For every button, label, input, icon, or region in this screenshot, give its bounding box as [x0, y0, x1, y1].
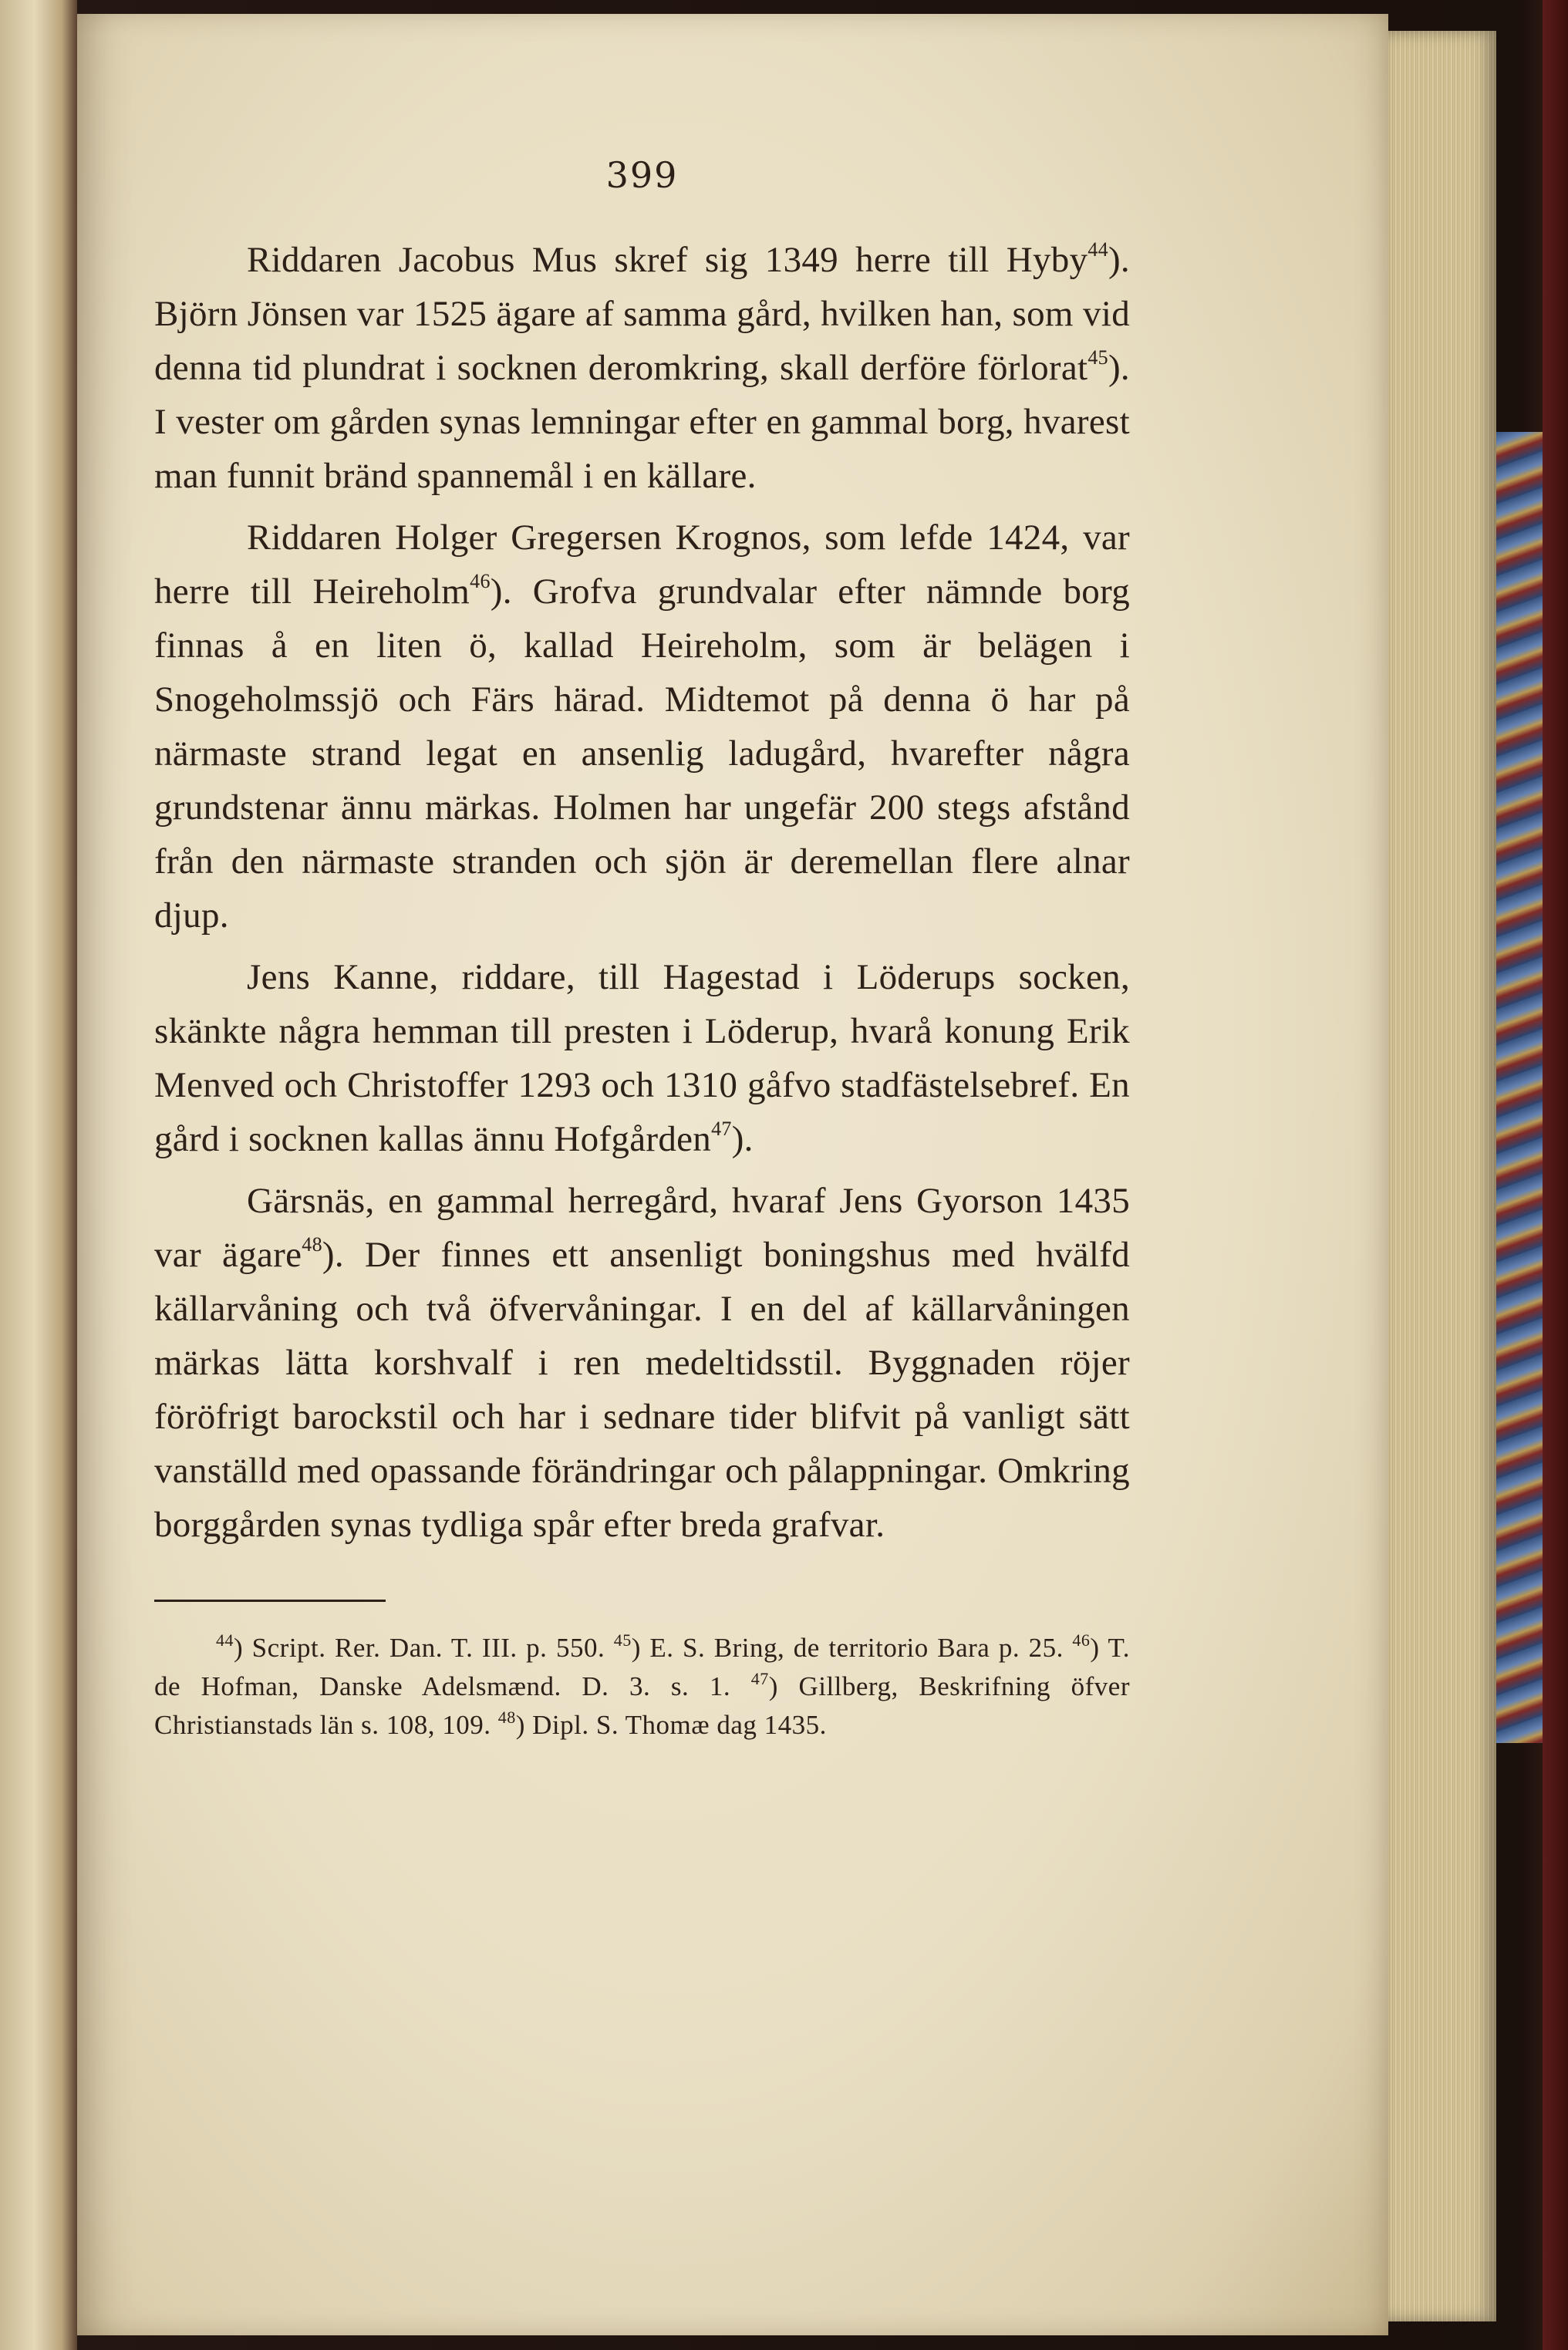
paragraph: [154, 950, 1130, 1166]
footnote-marker: 46: [470, 570, 491, 592]
book-cover: [1543, 0, 1568, 2350]
footnote-divider: [154, 1600, 386, 1602]
footnote-marker: 48: [497, 1708, 516, 1727]
text-run: ) T. de Hofman, Danske Adelsmænd. D. 3. s. 1.: [154, 1633, 1130, 1701]
paragraph: [154, 233, 1130, 503]
text-run: Riddaren Holger Gregersen Krognos, som lefde 1424, var herre till Heireholm: [154, 518, 1130, 612]
page-number: 399: [605, 154, 679, 196]
text-run: ). Björn Jönsen var 1525 ägare af samma gård, hvilken han, som vid denna tid plundrat i socknen deromkring, skall derföre förlorat: [154, 240, 1130, 388]
paragraph: [154, 1174, 1130, 1552]
footnotes: [154, 1629, 1130, 1745]
left-page-edge: [0, 0, 77, 2350]
text-run: ).: [731, 1119, 754, 1159]
footnote-marker: 44: [1087, 238, 1108, 261]
text-run: ). I vester om gården synas lemningar efter en gammal borg, hvarest man funnit bränd spannemål i en källare.: [154, 348, 1130, 496]
footnote-marker: 44: [216, 1630, 234, 1650]
text-run: Riddaren Jacobus Mus skref sig 1349 herre till Hyby: [247, 240, 1088, 280]
page-fore-edge: [1388, 31, 1496, 2321]
page-content: [154, 154, 1130, 1772]
paragraph: [154, 511, 1130, 942]
footnote-marker: 48: [302, 1233, 322, 1256]
footnote-marker: 46: [1072, 1630, 1091, 1650]
text-run: Gärsnäs, en gammal herregård, hvaraf Jens Gyorson 1435 var ägare: [154, 1181, 1130, 1275]
text-run: ). Der finnes ett ansenligt boningshus med hvälfd källarvåning och två öfvervåningar. I en del af källarvåningen märkas lätta korshvalf i ren medeltidsstil. Byggnaden röjer föröfrigt barockstil och har i sednare tider blifvit på vanligt sätt vanställd med opassande förändringar och pålappningar. Omkring borggården synas tydliga spår efter breda grafvar.: [154, 1235, 1130, 1545]
footnote-marker: 47: [711, 1118, 732, 1140]
text-run: ) E. S. Bring, de territorio Bara p. 25.: [631, 1633, 1073, 1663]
text-run: ). Grofva grundvalar efter nämnde borg finnas å en liten ö, kallad Heireholm, som är belägen i Snogeholmssjö och Färs härad. Midtemot på denna ö har på närmaste strand legat en ansenlig ladugård, hvarefter några grundstenar ännu märkas. Holmen har ungefär 200 stegs afstånd från den närmaste stranden och sjön är deremellan flere alnar djup.: [154, 571, 1130, 936]
text-run: Jens Kanne, riddare, till Hagestad i Löderups socken, skänkte några hemman till presten i Löderup, hvarå konung Erik Menved och Christoffer 1293 och 1310 gåfvo stadfästelsebref. En gård i socknen kallas ännu Hofgården: [154, 957, 1130, 1159]
footnote-marker: 45: [1087, 346, 1108, 369]
text-run: ) Dipl. S. Thomæ dag 1435.: [515, 1710, 827, 1740]
text-run: ) Script. Rer. Dan. T. III. p. 550.: [234, 1633, 614, 1663]
footnote-marker: 45: [613, 1630, 632, 1650]
text-run: ) Gillberg, Beskrifning öfver Christianstads län s. 108, 109.: [154, 1671, 1131, 1740]
footnote-marker: 47: [750, 1669, 769, 1688]
marbled-edge: [1496, 432, 1543, 1743]
